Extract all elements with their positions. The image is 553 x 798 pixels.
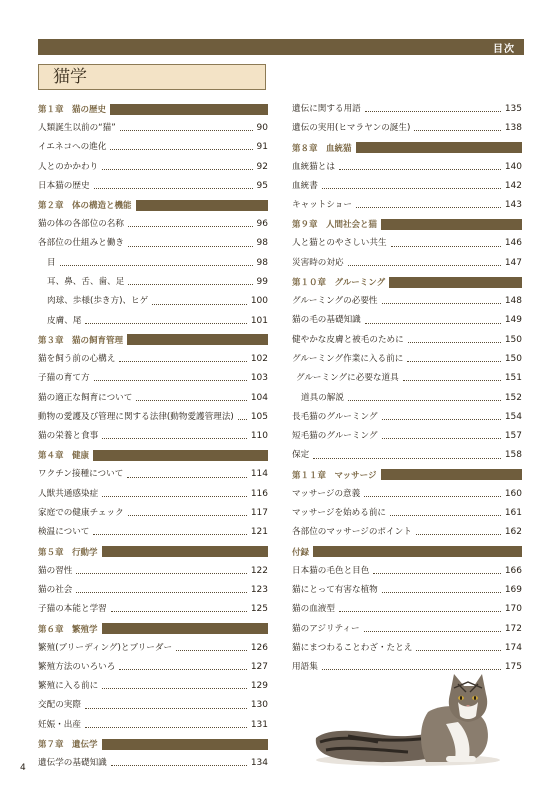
toc-entry-title: 猫の社会 (38, 584, 73, 595)
toc-entry-title: 保定 (292, 450, 310, 461)
toc-entry-page: 98 (256, 257, 268, 268)
chapter-title: 第３章 猫の飼育管理 (38, 335, 124, 346)
tabby-cat-photo-icon (308, 672, 508, 768)
dot-leader (110, 149, 252, 150)
toc-entry[interactable] (38, 696, 268, 715)
dot-leader (390, 515, 501, 516)
toc-entry-page: 135 (504, 104, 522, 114)
dot-leader (128, 515, 247, 516)
toc-entry-page: 160 (504, 488, 522, 499)
dot-leader (127, 477, 246, 478)
toc-entry-title: 血統猫とは (292, 161, 335, 172)
toc-entry-title: ワクチン接種について (38, 469, 124, 480)
toc-entry-page: 117 (250, 508, 268, 519)
toc-entry-title: 遺伝の実用(ヒマラヤンの誕生) (292, 123, 411, 134)
dot-leader (120, 130, 253, 131)
toc-entry[interactable] (38, 504, 268, 523)
toc-entry[interactable] (292, 427, 522, 446)
dot-leader (102, 688, 247, 689)
toc-entry[interactable] (38, 427, 268, 446)
toc-entry-title: 猫にとって有害な植物 (292, 584, 378, 595)
dot-leader (348, 400, 501, 401)
dot-leader (414, 130, 500, 131)
toc-entry-page: 110 (250, 431, 268, 442)
toc-entry-title: 猫の血液型 (292, 604, 335, 615)
toc-entry-title: マッサージを始める前に (292, 508, 387, 519)
dot-leader (364, 496, 501, 497)
toc-entry-title: 日本猫の歴史 (38, 180, 90, 191)
toc-entry[interactable] (292, 620, 522, 639)
chapter-title: 第６章 繁殖学 (38, 624, 98, 635)
toc-entry-page: 140 (504, 161, 522, 172)
toc-entry[interactable] (38, 350, 268, 369)
toc-entry[interactable] (292, 600, 522, 619)
toc-entry-title: 長毛猫のグルーミング (292, 411, 378, 422)
toc-entry[interactable] (38, 215, 268, 234)
toc-entry-page: 121 (250, 527, 268, 538)
toc-entry[interactable] (292, 389, 522, 408)
toc-entry[interactable] (292, 177, 522, 196)
toc-entry-page: 95 (256, 180, 268, 191)
toc-entry-page: 142 (504, 180, 522, 191)
chapter-heading (38, 198, 268, 212)
toc-entry-title: 猫のアジリティー (292, 623, 360, 634)
toc-entry-page: 158 (504, 450, 522, 461)
chapter-bar (102, 739, 268, 750)
toc-entry-page: 90 (256, 123, 268, 133)
toc-entry-title: 家庭での健康チェック (38, 508, 124, 519)
dot-leader (348, 265, 501, 266)
toc-entry[interactable] (38, 234, 268, 253)
toc-entry[interactable] (292, 408, 522, 427)
toc-entry[interactable] (38, 581, 268, 600)
dot-leader (407, 361, 501, 362)
toc-entry-title: グルーミングの必要性 (292, 296, 378, 307)
dot-leader (60, 265, 253, 266)
toc-entry[interactable] (38, 523, 268, 542)
chapter-bar (136, 200, 268, 211)
toc-entry[interactable] (38, 273, 268, 292)
toc-entry[interactable] (38, 562, 268, 581)
dot-leader (365, 323, 501, 324)
chapter-title: 第８章 血統猫 (292, 143, 352, 154)
toc-entry[interactable] (292, 504, 522, 523)
toc-entry-title: 目 (47, 257, 56, 268)
page-number: 4 (20, 763, 26, 773)
toc-entry-page: 174 (504, 642, 522, 653)
toc-entry-title: 猫の適正な飼育について (38, 392, 133, 403)
dot-leader (416, 534, 501, 535)
toc-entry[interactable] (292, 234, 522, 253)
toc-entry-title: 繁殖方法のいろいろ (38, 661, 116, 672)
dot-leader (85, 727, 247, 728)
toc-entry-title: グルーミングに必要な道具 (296, 373, 399, 384)
toc-entry[interactable] (292, 196, 522, 215)
header-bar (38, 39, 524, 55)
toc-entry-title: 交配の実際 (38, 700, 81, 711)
toc-entry-title: 子猫の本能と学習 (38, 604, 107, 615)
toc-entry-title: 人類誕生以前の“猫” (38, 123, 116, 133)
dot-leader (136, 400, 246, 401)
dot-leader (238, 419, 247, 420)
dot-leader (382, 438, 501, 439)
dot-leader (176, 650, 247, 651)
chapter-heading (38, 622, 268, 636)
toc-entry[interactable] (292, 562, 522, 581)
chapter-heading (292, 468, 522, 482)
toc-entry-title: 猫の毛の基礎知識 (292, 315, 361, 326)
chapter-title: 第７章 遺伝学 (38, 740, 98, 751)
dot-leader (356, 207, 501, 208)
chapter-heading (292, 141, 522, 155)
dot-leader (403, 380, 501, 381)
toc-entry-page: 130 (250, 700, 268, 711)
toc-entry[interactable] (38, 177, 268, 196)
toc-entry-title: 遺伝に関する用語 (292, 104, 361, 114)
toc-entry-page: 98 (256, 238, 268, 249)
toc-entry-page: 162 (504, 527, 522, 538)
chapter-title: 第４章 健康 (38, 451, 90, 462)
toc-entry-title: 肉球、歩様(歩き方)、ヒゲ (47, 296, 149, 307)
toc-entry-page: 172 (504, 623, 522, 634)
toc-entry[interactable] (38, 119, 268, 138)
toc-entry-page: 102 (250, 353, 268, 364)
dot-leader (94, 380, 247, 381)
toc-entry-title: グルーミング作業に入る前に (292, 353, 404, 364)
toc-entry-page: 175 (504, 662, 522, 673)
chapter-title: 第５章 行動学 (38, 547, 98, 558)
chapter-bar (313, 546, 522, 557)
toc-entry-title: 日本猫の毛色と目色 (292, 565, 370, 576)
chapter-title: 第１章 猫の歴史 (38, 105, 107, 115)
toc-entry-page: 147 (504, 257, 522, 268)
toc-entry[interactable] (292, 311, 522, 330)
dot-leader (391, 246, 501, 247)
dot-leader (408, 342, 501, 343)
dot-leader (382, 419, 501, 420)
toc-entry-title: イエネコへの進化 (38, 142, 107, 153)
toc-entry-page: 103 (250, 373, 268, 384)
toc-entry-title: 人とのかかわり (38, 161, 99, 172)
chapter-heading (292, 275, 522, 289)
toc-entry-page: 166 (504, 565, 522, 576)
toc-entry-page: 149 (504, 315, 522, 326)
toc-entry[interactable] (292, 350, 522, 369)
toc-entry-page: 157 (504, 431, 522, 442)
toc-entry-page: 170 (504, 604, 522, 615)
dot-leader (365, 111, 501, 112)
chapter-bar (102, 546, 268, 557)
dot-leader (119, 361, 246, 362)
toc-entry-page: 134 (250, 758, 268, 769)
dot-leader (128, 246, 253, 247)
dot-leader (152, 304, 247, 305)
dot-leader (339, 169, 501, 170)
toc-entry-title: 各部位のマッサージのポイント (292, 527, 412, 538)
toc-entry-title: 猫にまつわることわざ・たとえ (292, 642, 413, 653)
toc-entry-page: 92 (256, 161, 268, 172)
chapter-bar (389, 277, 522, 288)
toc-entry[interactable] (292, 639, 522, 658)
dot-leader (111, 765, 247, 766)
toc-entry[interactable] (38, 292, 268, 311)
toc-entry[interactable] (292, 369, 522, 388)
toc-entry-title: 皮膚、尾 (47, 315, 82, 326)
toc-entry-page: 154 (504, 411, 522, 422)
toc-entry-page: 123 (250, 584, 268, 595)
toc-entry-title: 猫の体の各部位の名称 (38, 219, 124, 230)
dot-leader (128, 284, 252, 285)
page-title: 猫学 (38, 64, 266, 90)
toc-entry-page: 114 (250, 469, 268, 480)
toc-entry[interactable] (38, 408, 268, 427)
dot-leader (373, 573, 500, 574)
chapter-bar (110, 104, 268, 115)
toc-entry-title: 検温について (38, 527, 90, 538)
dot-leader (76, 573, 246, 574)
toc-entry-title: 用語集 (292, 662, 318, 673)
toc-entry-page: 100 (250, 296, 268, 307)
toc-entry-page: 148 (504, 296, 522, 307)
toc-left-column (38, 100, 268, 773)
chapter-heading (38, 102, 268, 116)
toc-entry-page: 122 (250, 565, 268, 576)
toc-entry[interactable] (38, 138, 268, 157)
toc-entry[interactable] (292, 158, 522, 177)
chapter-bar (356, 142, 522, 153)
toc-entry[interactable] (38, 754, 268, 773)
toc-entry[interactable] (38, 389, 268, 408)
toc-entry-title: 繁殖(ブリーディング)とブリーダー (38, 642, 173, 653)
toc-entry-title: 人と猫とのやさしい共生 (292, 238, 387, 249)
dot-leader (128, 226, 253, 227)
toc-entry[interactable] (292, 119, 522, 138)
toc-entry-page: 101 (250, 315, 268, 326)
toc-entry-title: 血統書 (292, 180, 318, 191)
toc-entry-page: 127 (250, 661, 268, 672)
toc-entry-page: 129 (250, 681, 268, 692)
chapter-bar (381, 469, 523, 480)
toc-entry[interactable] (38, 639, 268, 658)
toc-entry-title: 健やかな皮膚と被毛のために (292, 334, 404, 345)
toc-entry-page: 91 (256, 142, 268, 153)
dot-leader (382, 303, 501, 304)
dot-leader (102, 496, 247, 497)
toc-entry-page: 138 (504, 123, 522, 134)
dot-leader (322, 188, 501, 189)
toc-entry-page: 150 (504, 334, 522, 345)
toc-entry-page: 150 (504, 353, 522, 364)
toc-entry-title: 道具の解説 (301, 392, 344, 403)
dot-leader (364, 631, 501, 632)
dot-leader (85, 323, 246, 324)
dot-leader (339, 611, 501, 612)
toc-entry-title: 繁殖に入る前に (38, 681, 99, 692)
dot-leader (322, 669, 501, 670)
toc-entry-title: 災害時の対応 (292, 257, 344, 268)
chapter-title: 付録 (292, 547, 310, 558)
dot-leader (85, 708, 247, 709)
dot-leader (416, 650, 500, 651)
toc-entry-page: 151 (504, 373, 522, 384)
toc-entry[interactable] (292, 254, 522, 273)
chapter-title: 第９章 人間社会と猫 (292, 220, 378, 231)
toc-entry-page: 143 (504, 200, 522, 211)
toc-entry[interactable] (38, 658, 268, 677)
chapter-heading (292, 545, 522, 559)
toc-entry-page: 126 (250, 642, 268, 653)
toc-entry[interactable] (38, 600, 268, 619)
dot-leader (102, 169, 252, 170)
toc-entry-title: 短毛猫のグルーミング (292, 431, 378, 442)
toc-entry[interactable] (38, 369, 268, 388)
toc-entry[interactable] (292, 331, 522, 350)
dot-leader (111, 611, 247, 612)
toc-entry[interactable] (292, 100, 522, 119)
chapter-bar (93, 450, 268, 461)
toc-entry-title: 遺伝学の基礎知識 (38, 758, 107, 769)
dot-leader (119, 669, 246, 670)
chapter-title: 第１１章 マッサージ (292, 470, 377, 481)
toc-entry[interactable] (38, 312, 268, 331)
toc-entry-page: 125 (250, 604, 268, 615)
toc-entry[interactable] (38, 465, 268, 484)
chapter-title: 第１０章 グルーミング (292, 278, 386, 289)
chapter-heading (292, 217, 522, 231)
dot-leader (313, 458, 501, 459)
toc-entry-title: マッサージの意義 (292, 488, 361, 499)
dot-leader (93, 534, 246, 535)
toc-entry-title: キャットショー (292, 200, 352, 211)
toc-entry[interactable] (292, 292, 522, 311)
chapter-heading (38, 545, 268, 559)
toc-entry[interactable] (292, 485, 522, 504)
header-label: 目次 (493, 44, 515, 55)
toc-entry[interactable] (38, 716, 268, 735)
toc-entry[interactable] (292, 523, 522, 542)
toc-entry[interactable] (292, 446, 522, 465)
toc-entry-page: 104 (250, 392, 268, 403)
toc-entry-title: 子猫の育て方 (38, 373, 90, 384)
chapter-heading (38, 448, 268, 462)
dot-leader (382, 592, 501, 593)
toc-entry-page: 116 (250, 488, 268, 499)
toc-entry-title: 猫の習性 (38, 565, 73, 576)
toc-entry-title: 妊娠・出産 (38, 719, 81, 730)
chapter-heading (38, 333, 268, 347)
chapter-bar (127, 334, 268, 345)
toc-entry-page: 161 (504, 508, 522, 519)
toc-entry-page: 105 (250, 411, 268, 422)
toc-entry[interactable] (38, 485, 268, 504)
chapter-bar (102, 623, 268, 634)
toc-entry-page: 99 (256, 277, 268, 288)
chapter-title: 第２章 体の構造と機能 (38, 201, 132, 212)
chapter-heading (38, 737, 268, 751)
toc-entry[interactable] (38, 158, 268, 177)
toc-entry-page: 96 (256, 219, 268, 230)
toc-right-column (292, 100, 522, 677)
toc-entry[interactable] (38, 677, 268, 696)
toc-entry-title: 各部位の仕組みと働き (38, 238, 124, 249)
chapter-bar (381, 219, 522, 230)
toc-entry-title: 猫の栄養と食事 (38, 431, 99, 442)
toc-entry-title: 動物の愛護及び管理に関する法律(動物愛護管理法) (38, 411, 234, 422)
dot-leader (76, 592, 246, 593)
toc-entry[interactable] (292, 581, 522, 600)
toc-entry-page: 152 (504, 392, 522, 403)
toc-entry-page: 146 (504, 238, 522, 249)
toc-entry-title: 人獣共通感染症 (38, 488, 99, 499)
toc-entry-page: 131 (250, 719, 268, 730)
dot-leader (94, 188, 253, 189)
toc-entry-title: 猫を飼う前の心構え (38, 353, 116, 364)
toc-entry[interactable] (38, 254, 268, 273)
toc-entry-page: 169 (504, 584, 522, 595)
toc-entry-title: 耳、鼻、舌、歯、足 (47, 277, 125, 288)
dot-leader (102, 438, 247, 439)
